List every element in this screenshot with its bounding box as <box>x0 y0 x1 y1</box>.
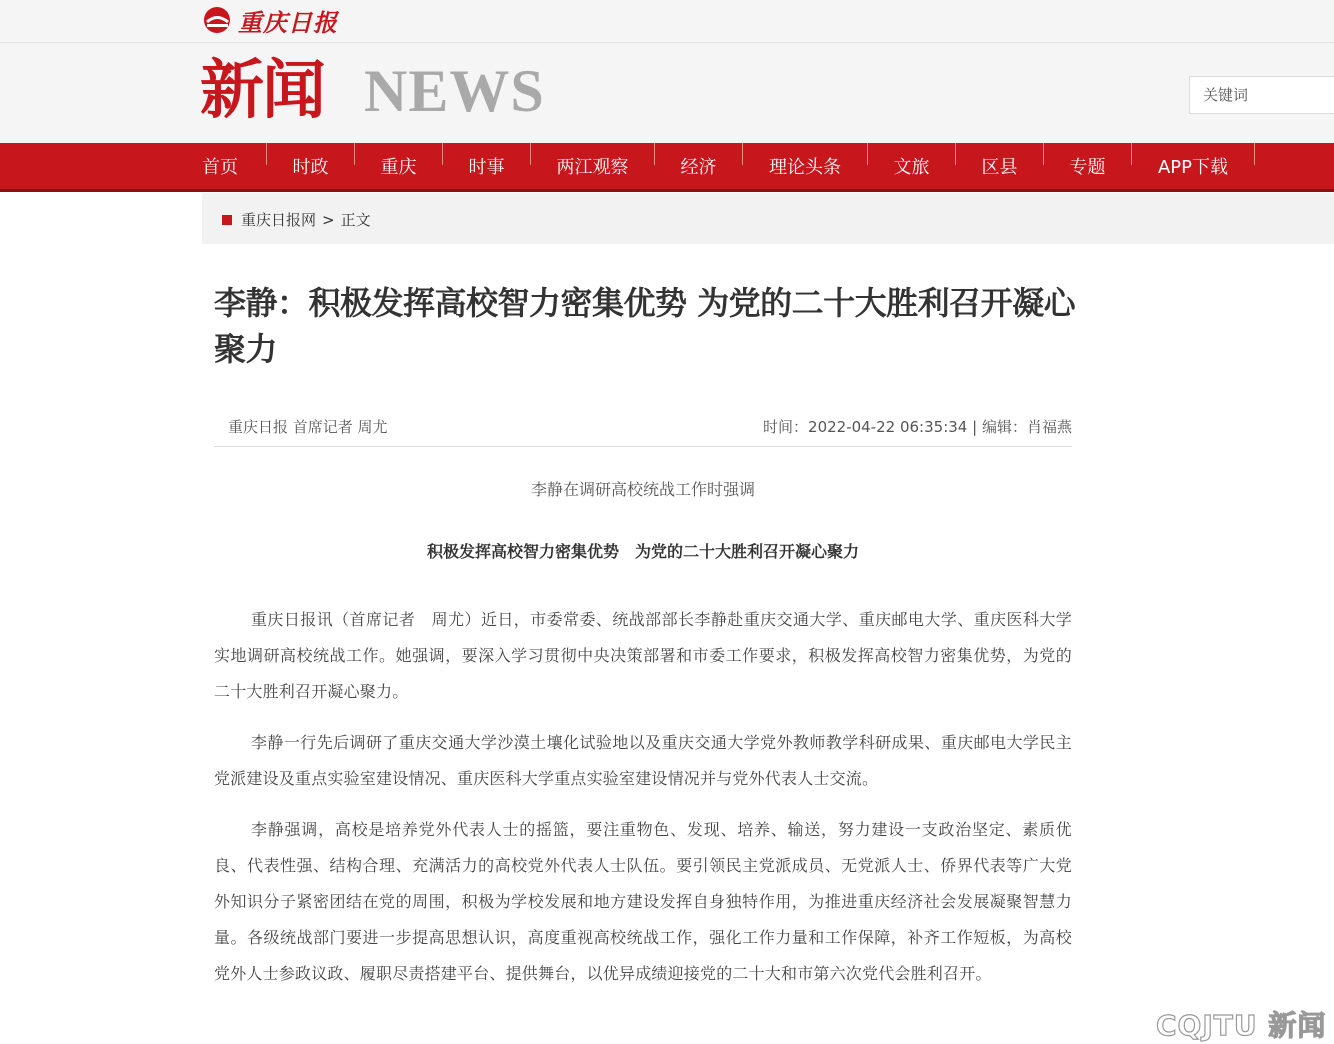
breadcrumb-bar <box>202 193 1334 244</box>
paragraph: 李静强调，高校是培养党外代表人士的摇篮，要注重物色、发现、培养、输送，努力建设一支政治坚定、素质优良、代表性强、结构合理、充满活力的高校党外代表人士队伍。要引领民主党派成员、无党派人士、侨界代表等广大党外知识分子紧密团结在党的周围，积极为学校发展和地方建设发挥自身独特作用，为推进重庆经济社会发展凝聚智慧力量。各级统战部门要进一步提高思想认识，高度重视高校统战工作，强化工作力量和工作保障，补齐工作短板，为高校党外人士参政议政、履职尽责搭建平台、提供舞台，以优异成绩迎接党的二十大和市第六次党代会胜利召开。 <box>214 820 1072 983</box>
nav-item-liangjiang[interactable]: 两江观察 <box>556 157 629 178</box>
editor-label: 编辑： <box>981 418 1027 436</box>
nav-item-home[interactable]: 首页 <box>202 157 238 178</box>
article-source: 重庆日报 首席记者 周尤 <box>228 418 388 436</box>
nav-item-economy[interactable]: 经济 <box>680 157 717 178</box>
nav-item-chongqing[interactable]: 重庆 <box>380 157 417 178</box>
breadcrumb-home-link[interactable]: 重庆日报网 <box>241 211 317 229</box>
nav-item-politics[interactable]: 时政 <box>292 157 329 178</box>
breadcrumb <box>222 209 371 230</box>
brand-cn: 新闻 <box>200 53 324 128</box>
logo-emblem-icon <box>202 5 232 35</box>
main-nav <box>0 143 1334 192</box>
editor-name: 肖福燕 <box>1026 418 1072 436</box>
paragraph: 重庆日报讯（首席记者 周尤）近日，市委常委、统战部部长李静赴重庆交通大学、重庆邮电大学、重庆医科大学实地调研高校统战工作。她强调，要深入学习贯彻中央决策部署和市委工作要求，积极发挥高校智力密集优势，为党的二十大胜利召开凝心聚力。 <box>214 610 1072 701</box>
breadcrumb-separator: > <box>322 210 335 229</box>
meta-divider: | <box>972 418 978 436</box>
site-logo-text: 重庆日报 <box>238 7 338 37</box>
nav-item-culture-tourism[interactable]: 文旅 <box>893 157 930 178</box>
header <box>0 43 1334 143</box>
breadcrumb-current: 正文 <box>340 211 371 229</box>
nav-item-theory[interactable]: 理论头条 <box>769 157 841 178</box>
article-lead-headline: 积极发挥高校智力密集优势 为党的二十大胜利召开凝心聚力 <box>426 542 859 561</box>
article-title: 李静：积极发挥高校智力密集优势 为党的二十大胜利召开凝心聚力 <box>214 284 1076 368</box>
top-strip <box>0 0 1334 43</box>
breadcrumb-marker-icon <box>222 215 232 225</box>
nav-item-topics[interactable]: 专题 <box>1069 157 1106 178</box>
nav-item-app-download[interactable]: APP下载 <box>1157 157 1229 178</box>
article-meta <box>214 412 1072 447</box>
site-logo[interactable] <box>202 4 338 36</box>
publish-time: 2022-04-22 06:35:34 <box>808 418 968 436</box>
search-input[interactable] <box>1190 77 1333 113</box>
article-subtitle: 李静在调研高校统战工作时强调 <box>530 480 755 499</box>
article-meta-right <box>763 416 1072 437</box>
search-box <box>1189 76 1334 114</box>
article-body <box>214 470 1072 992</box>
channel-brand[interactable] <box>200 53 545 128</box>
nav-divider <box>1254 143 1255 165</box>
time-label: 时间： <box>763 418 809 436</box>
brand-en: NEWS <box>364 58 545 124</box>
watermark: CQJTU 新闻 <box>1156 1009 1327 1042</box>
nav-item-districts[interactable]: 区县 <box>981 157 1018 178</box>
nav-item-current-affairs[interactable]: 时事 <box>468 157 505 178</box>
paragraph: 李静一行先后调研了重庆交通大学沙漠土壤化试验地以及重庆交通大学党外教师教学科研成果、重庆邮电大学民主党派建设及重点实验室建设情况、重庆医科大学重点实验室建设情况并与党外代表人士交流。 <box>214 733 1072 788</box>
